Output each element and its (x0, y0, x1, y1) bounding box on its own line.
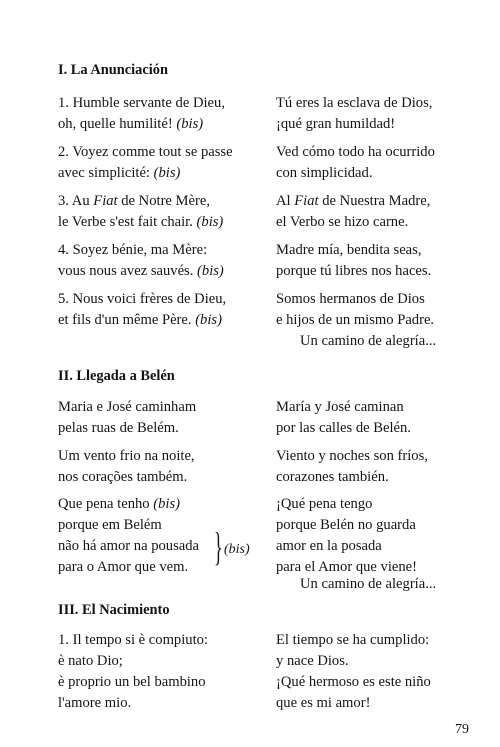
repeat-brace (214, 524, 264, 571)
verse-line: porque em Belém (58, 517, 162, 533)
verse-line: porque tú libres nos haces. (276, 263, 432, 279)
verse-line: è proprio un bel bambino (58, 674, 206, 690)
stanza-right (276, 630, 491, 714)
verse-line: corazones también. (276, 469, 389, 485)
page-number: 79 (455, 722, 469, 737)
stanza-right (276, 494, 491, 578)
section-heading: III. El Nacimiento (58, 602, 170, 618)
verse-line: Maria e José caminham (58, 399, 197, 415)
right-brace-icon: } (214, 524, 223, 569)
verse-line: para el Amor que viene! (276, 559, 418, 575)
verse-line: Tú eres la esclava de Dios, (276, 95, 433, 111)
stanza-left (58, 397, 273, 439)
stanza-left (58, 240, 273, 282)
section-heading: I. La Anunciación (58, 62, 168, 78)
verse-line: 3. Au Fiat de Notre Mère, (58, 193, 210, 209)
stanza-right (276, 289, 491, 331)
verse-line: Viento y noches son fríos, (276, 448, 428, 464)
stanza-right (276, 191, 491, 233)
stanza-left (58, 446, 273, 488)
verse-line: 5. Nous voici frères de Dieu, (58, 291, 227, 307)
stanza-left (58, 93, 273, 135)
stanza-right (276, 446, 491, 488)
verse-line: El tiempo se ha cumplido: (276, 632, 430, 648)
section-heading: II. Llegada a Belén (58, 368, 175, 384)
stanza-left (58, 142, 273, 184)
verse-line: Madre mía, bendita seas, (276, 242, 422, 258)
verse-line: Ved cómo todo ha ocurrido (276, 144, 435, 160)
verse-line: ¡Qué pena tengo (276, 496, 373, 512)
verse-line: oh, quelle humilité! (bis) (58, 116, 204, 132)
verse-line: è nato Dio; (58, 653, 123, 669)
stanza-left (58, 289, 273, 331)
verse-line: l'amore mio. (58, 695, 132, 711)
verse-line: para o Amor que vem. (58, 559, 189, 575)
verse-line: María y José caminan (276, 399, 404, 415)
verse-line: y nace Dios. (276, 653, 349, 669)
verse-line: ¡qué gran humildad! (276, 116, 396, 132)
stanza-right (276, 397, 491, 439)
verse-line: 4. Soyez bénie, ma Mère: (58, 242, 208, 258)
verse-line: 1. Il tempo si è compiuto: (58, 632, 208, 648)
verse-line: Al Fiat de Nuestra Madre, (276, 193, 431, 209)
verse-line: con simplicidad. (276, 165, 373, 181)
verse-line: 1. Humble servante de Dieu, (58, 95, 225, 111)
verse-line: ¡Qué hermoso es este niño (276, 674, 431, 690)
stanza-left (58, 630, 273, 714)
verse-line: le Verbe s'est fait chair. (bis) (58, 214, 224, 230)
verse-line: Que pena tenho (bis) (58, 496, 180, 512)
verse-line: por las calles de Belén. (276, 420, 411, 436)
stanza-right (276, 240, 491, 282)
verse-line: não há amor na pousada (58, 538, 200, 554)
verse-line: Um vento frio na noite, (58, 448, 195, 464)
refrain-line: Un camino de alegría... (300, 576, 437, 592)
stanza-left (58, 191, 273, 233)
verse-line: Somos hermanos de Dios (276, 291, 425, 307)
verse-line: et fils d'un même Père. (bis) (58, 312, 222, 328)
verse-line: avec simplicité: (bis) (58, 165, 181, 181)
stanza-right (276, 93, 491, 135)
verse-line: nos corações também. (58, 469, 188, 485)
verse-line: porque Belén no guarda (276, 517, 416, 533)
verse-line: vous nous avez sauvés. (bis) (58, 263, 224, 279)
verse-line: amor en la posada (276, 538, 382, 554)
refrain-line: Un camino de alegría... (300, 333, 437, 349)
verse-line: el Verbo se hizo carne. (276, 214, 409, 230)
verse-line: 2. Voyez comme tout se passe (58, 144, 233, 160)
verse-line: que es mi amor! (276, 695, 371, 711)
repeat-label: (bis) (224, 542, 250, 557)
stanza-right (276, 142, 491, 184)
verse-line: e hijos de un mismo Padre. (276, 312, 435, 328)
verse-line: pelas ruas de Belém. (58, 420, 179, 436)
